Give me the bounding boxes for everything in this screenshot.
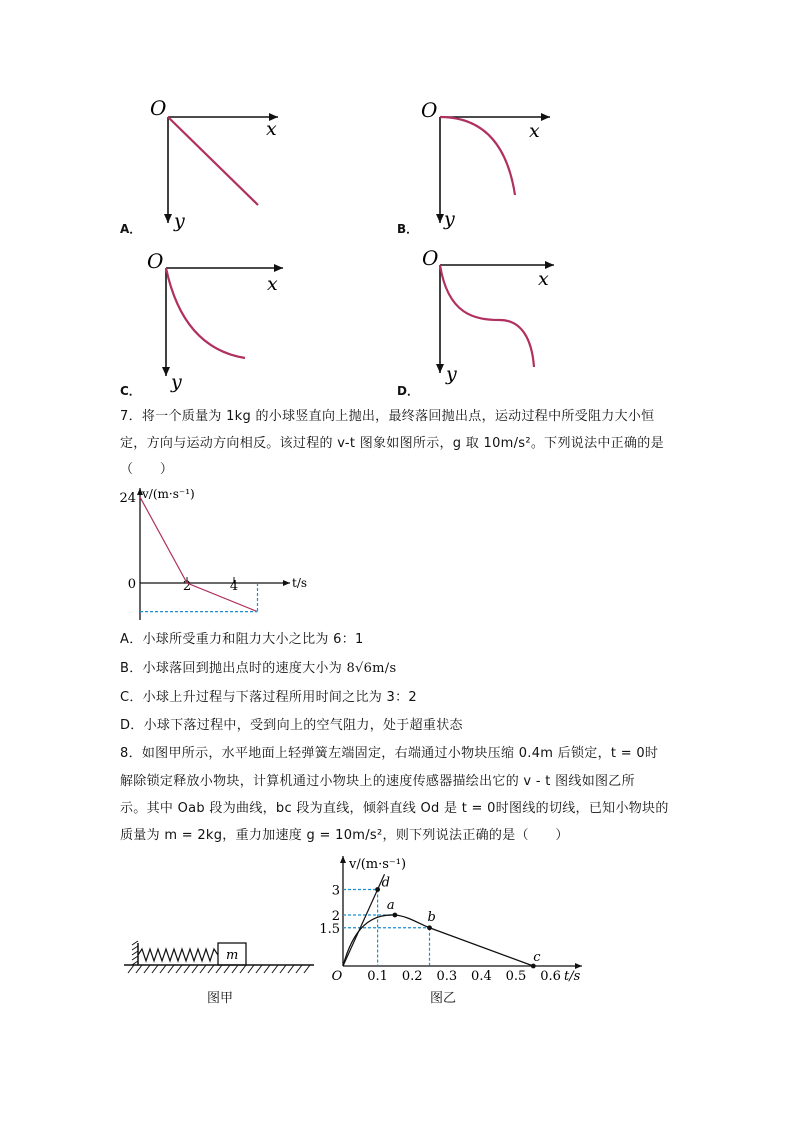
y-axis-label: v/(m·s⁻¹) xyxy=(142,487,195,501)
x-tick-label: 0.1 xyxy=(367,969,388,984)
y-tick-label: 0 xyxy=(127,577,136,592)
q7-option-c[interactable]: C．小球上升过程与下落过程所用时间之比为 3：2 xyxy=(120,690,417,705)
origin-label: O xyxy=(150,96,167,120)
x-axis-label: x xyxy=(267,273,278,295)
q7-option-b[interactable] xyxy=(120,661,396,677)
y-tick-label: 2 xyxy=(331,909,340,924)
y-tick-label: 1.5 xyxy=(319,921,340,937)
q8-stem-line2: 解除锁定释放小物块，计算机通过小物块上的速度传感器描绘出它的 v - t 图线如图乙所 xyxy=(120,774,635,789)
origin-label: O xyxy=(147,249,164,273)
point-label-b: b xyxy=(427,909,436,925)
y-tick-label: 24 xyxy=(119,491,136,507)
option-d-label: D． xyxy=(397,384,419,398)
option-graph-a xyxy=(140,95,290,235)
curve-b xyxy=(440,117,515,195)
curve-a xyxy=(168,117,258,205)
origin-label: O xyxy=(421,98,438,122)
x-tick-label: 4 xyxy=(229,579,239,594)
y-axis-label: y xyxy=(444,208,455,230)
y-axis-label: y xyxy=(446,363,457,385)
x-tick-label: 0.5 xyxy=(505,969,527,984)
q7-option-d[interactable]: D．小球下落过程中，受到向上的空气阻力，处于超重状态 xyxy=(120,718,463,733)
curve-d xyxy=(440,265,534,367)
x-tick-label: 0.2 xyxy=(401,969,423,984)
point-b xyxy=(427,925,432,930)
x-tick-label: 2 xyxy=(182,579,192,594)
q8-fig-b-caption: 图乙 xyxy=(430,991,457,1006)
q7-option-b-value: 8√6m/s xyxy=(346,661,397,676)
option-graph-d xyxy=(420,245,570,385)
block-label: m xyxy=(226,948,239,963)
option-c-label: C． xyxy=(120,384,141,398)
q8-fig-a-caption: 图甲 xyxy=(207,991,234,1006)
point-label-a: a xyxy=(386,898,395,913)
curve-c xyxy=(166,268,245,358)
q8-stem-line1: 8．如图甲所示，水平地面上轻弹簧左端固定，右端通过小物块压缩 0.4m 后锁定，t = 0时 xyxy=(120,746,659,761)
x-tick-label: 0.6 xyxy=(540,969,561,984)
point-a xyxy=(393,913,398,918)
q8-figure-a xyxy=(120,935,320,980)
option-graph-b xyxy=(415,95,565,235)
y-axis-label: v/(m·s⁻¹) xyxy=(349,857,407,872)
q7-option-a[interactable]: A．小球所受重力和阻力大小之比为 6：1 xyxy=(120,632,364,647)
x-tick-label: 0.4 xyxy=(471,969,492,984)
y-axis-label: y xyxy=(174,210,185,232)
x-axis-label: x xyxy=(538,268,549,290)
q7-stem-line3: （ ） xyxy=(120,462,174,477)
point-label-d: d xyxy=(381,875,390,891)
x-tick-label: 0.3 xyxy=(436,969,458,984)
y-tick-label: 3 xyxy=(331,883,340,899)
q8-stem-line4: 质量为 m = 2kg，重力加速度 g = 10m/s²，则下列说法正确的是（ ） xyxy=(120,828,569,843)
q8-stem-line3: 示。其中 Oab 段为曲线，bc 段为直线，倾斜直线 Od 是 t = 0时图线的切线，已知小物块的 xyxy=(120,801,669,816)
option-b-label: B． xyxy=(397,222,419,236)
point-d xyxy=(375,887,380,892)
origin-label: O xyxy=(331,969,343,984)
q7-stem-line2: 定，方向与运动方向相反。该过程的 v-t 图象如图所示，g 取 10m/s²。下列说法中正确的是 xyxy=(120,436,664,451)
spring xyxy=(138,949,218,961)
x-axis-label: t/s xyxy=(564,969,581,984)
option-graph-c xyxy=(143,248,293,393)
q7-stem-line1: 7．将一个质量为 1kg 的小球竖直向上抛出，最终落回抛出点，运动过程中所受阻力大小恒 xyxy=(120,409,655,424)
point-label-c: c xyxy=(533,950,541,965)
v-t-line xyxy=(140,497,258,612)
origin-label: O xyxy=(422,246,439,270)
option-a-label: A． xyxy=(120,222,142,236)
line-bc xyxy=(430,928,534,966)
q8-vt-chart xyxy=(320,850,600,985)
x-axis-label: x xyxy=(266,118,277,140)
curve-oab xyxy=(343,915,430,966)
q7-option-b-text: B．小球落回到抛出点时的速度大小为 xyxy=(120,661,347,676)
y-axis-label: y xyxy=(171,371,182,393)
q7-vt-chart xyxy=(110,480,330,630)
x-axis-label: t/s xyxy=(292,576,308,590)
x-axis-label: x xyxy=(529,120,540,142)
